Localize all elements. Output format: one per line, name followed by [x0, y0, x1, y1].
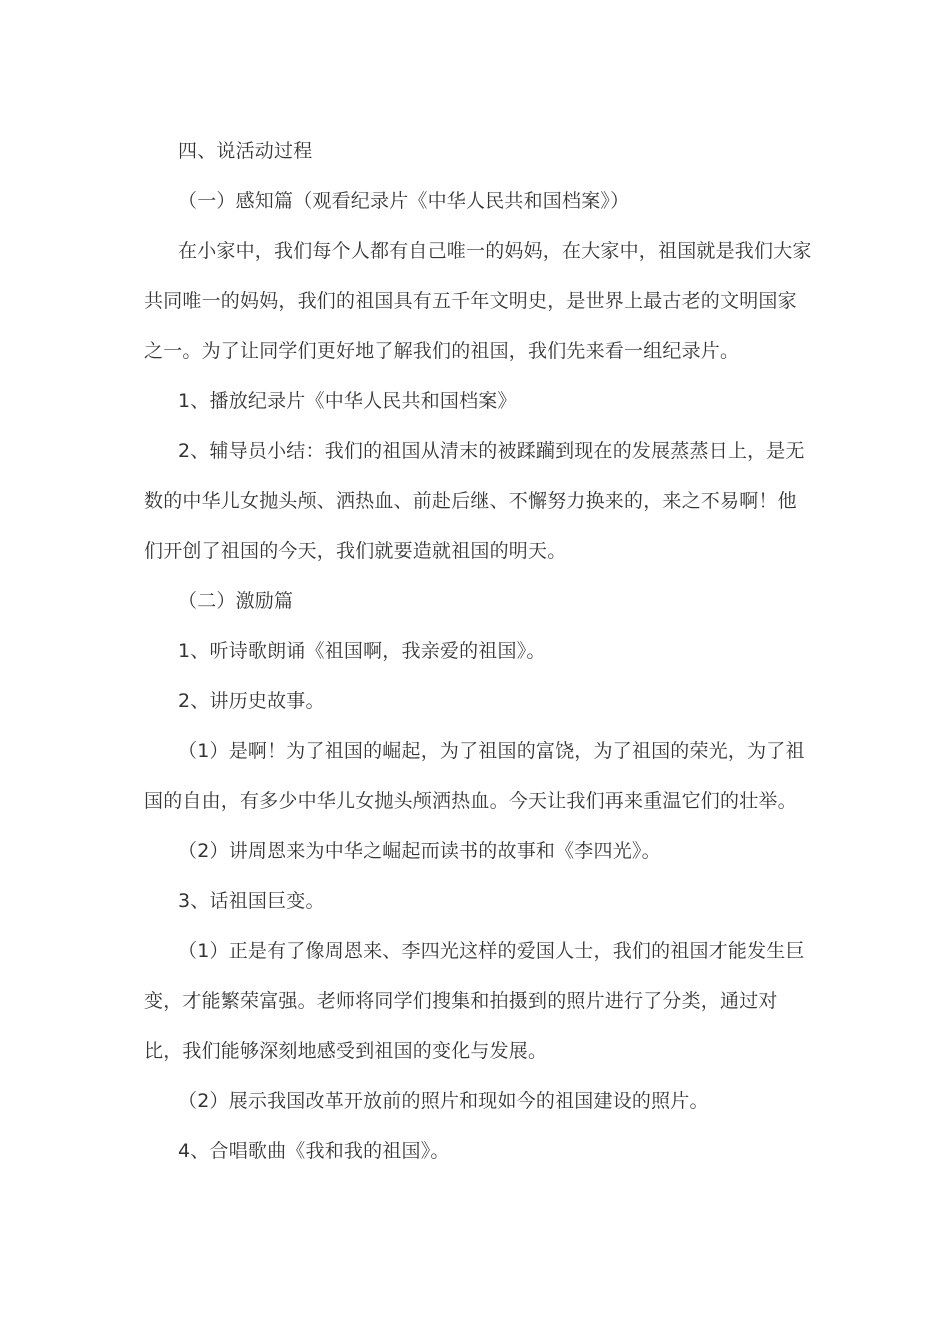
paragraph-intro: 在小家中，我们每个人都有自己唯一的妈妈，在大家中，祖国就是我们大家共同唯一的妈妈，我们的祖国具有五千年文明史，是世界上最古老的文明国家之一。为了让同学们更好地了解我们的祖国，我们先来看一组纪录片。 [144, 240, 812, 362]
sub-item-zhou-enlai-story: （2）讲周恩来为中华之崛起而读书的故事和《李四光》。 [178, 840, 661, 862]
list-item-counselor-summary: 2、辅导员小结：我们的祖国从清末的被蹂躏到现在的发展蒸蒸日上，是无数的中华儿女抛头颅、洒热血、前赴后继、不懈努力换来的，来之不易啊！他们开创了祖国的今天，我们就要造就祖国的明天。 [144, 440, 805, 562]
subsection-heading-encouragement: （二）激励篇 [178, 590, 294, 612]
subsection-heading-perception: （一）感知篇（观看纪录片《中华人民共和国档案》） [178, 190, 630, 212]
list-item-poetry-recital: 1、听诗歌朗诵《祖国啊，我亲爱的祖国》。 [178, 640, 546, 662]
sub-item-photo-comparison: （1）正是有了像周恩来、李四光这样的爱国人士，我们的祖国才能发生巨变，才能繁荣富强。老师将同学们搜集和拍摄到的照片进行了分类，通过对比，我们能够深刻地感受到祖国的变化与发展。 [144, 940, 805, 1062]
sub-item-rise-of-motherland: （1）是啊！为了祖国的崛起，为了祖国的富饶，为了祖国的荣光，为了祖国的自由，有多少中华儿女抛头颅洒热血。今天让我们再来重温它们的壮举。 [144, 740, 805, 812]
list-item-history-stories: 2、讲历史故事。 [178, 690, 325, 712]
section-heading-activity-process: 四、说活动过程 [178, 140, 313, 162]
list-item-motherland-changes: 3、话祖国巨变。 [178, 890, 325, 912]
sub-item-photo-display: （2）展示我国改革开放前的照片和现如今的祖国建设的照片。 [178, 1090, 709, 1112]
list-item-play-documentary: 1、播放纪录片《中华人民共和国档案》 [178, 390, 517, 412]
document-body [144, 126, 812, 1176]
list-item-chorus-song: 4、合唱歌曲《我和我的祖国》。 [178, 1140, 450, 1162]
